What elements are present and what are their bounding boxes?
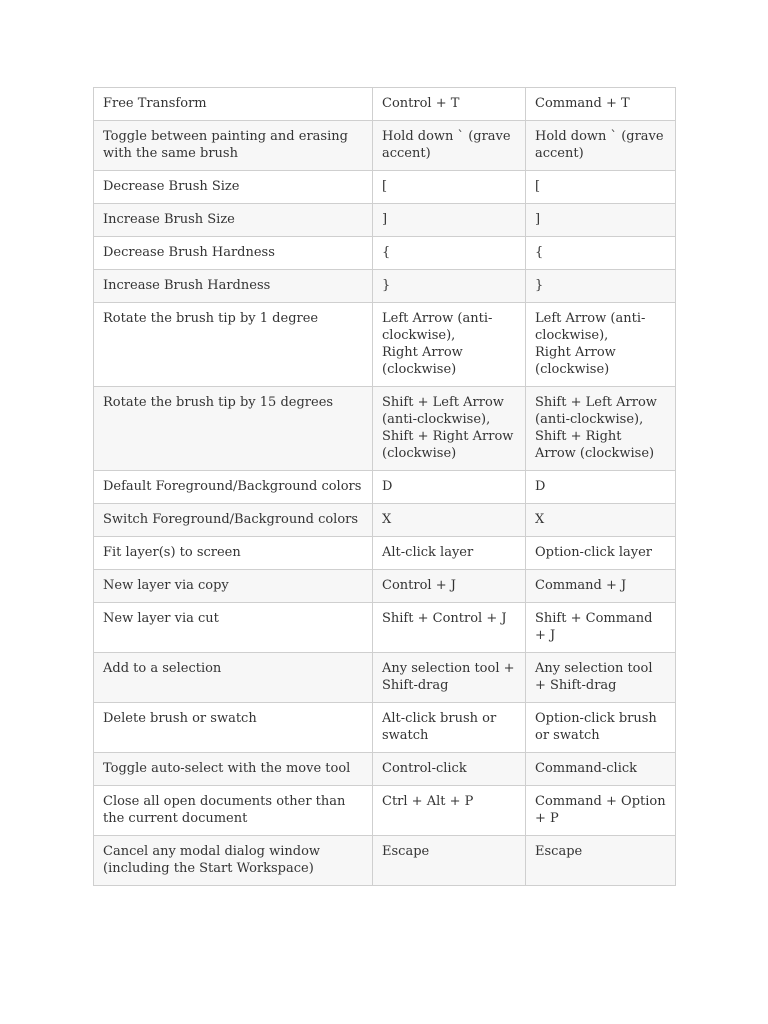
mac-shortcut-cell: Shift + Left Arrow (anti-clockwise), Shift + Right Arrow (clockwise) <box>526 387 676 471</box>
table-row <box>94 786 676 836</box>
table-row <box>94 237 676 270</box>
action-cell: New layer via copy <box>94 570 373 603</box>
shortcut-table-body <box>94 88 676 886</box>
action-cell: Cancel any modal dialog window (including the Start Workspace) <box>94 836 373 886</box>
windows-shortcut-cell: Control + J <box>373 570 526 603</box>
action-cell: Toggle between painting and erasing with the same brush <box>94 121 373 171</box>
mac-shortcut-cell: Command + Option + P <box>526 786 676 836</box>
table-row <box>94 88 676 121</box>
windows-shortcut-cell: Alt-click layer <box>373 537 526 570</box>
windows-shortcut-cell: { <box>373 237 526 270</box>
mac-shortcut-cell: ] <box>526 204 676 237</box>
mac-shortcut-cell: } <box>526 270 676 303</box>
table-row <box>94 753 676 786</box>
windows-shortcut-cell: Escape <box>373 836 526 886</box>
windows-shortcut-cell: Ctrl + Alt + P <box>373 786 526 836</box>
mac-shortcut-cell: Any selection tool + Shift-drag <box>526 653 676 703</box>
action-cell: Decrease Brush Hardness <box>94 237 373 270</box>
mac-shortcut-cell: D <box>526 471 676 504</box>
action-cell: Add to a selection <box>94 653 373 703</box>
action-cell: Toggle auto-select with the move tool <box>94 753 373 786</box>
windows-shortcut-cell: Hold down ` (grave accent) <box>373 121 526 171</box>
mac-shortcut-cell: Option-click layer <box>526 537 676 570</box>
table-row <box>94 504 676 537</box>
action-cell: Increase Brush Size <box>94 204 373 237</box>
table-row <box>94 121 676 171</box>
mac-shortcut-cell: X <box>526 504 676 537</box>
table-row <box>94 836 676 886</box>
action-cell: New layer via cut <box>94 603 373 653</box>
windows-shortcut-cell: X <box>373 504 526 537</box>
windows-shortcut-cell: Alt-click brush or swatch <box>373 703 526 753</box>
action-cell: Free Transform <box>94 88 373 121</box>
windows-shortcut-cell: Control + T <box>373 88 526 121</box>
table-row <box>94 603 676 653</box>
table-row <box>94 204 676 237</box>
mac-shortcut-cell: { <box>526 237 676 270</box>
action-cell: Fit layer(s) to screen <box>94 537 373 570</box>
mac-shortcut-cell: Left Arrow (anti-clockwise), Right Arrow (clockwise) <box>526 303 676 387</box>
action-cell: Close all open documents other than the current document <box>94 786 373 836</box>
windows-shortcut-cell: Any selection tool + Shift-drag <box>373 653 526 703</box>
windows-shortcut-cell: Control-click <box>373 753 526 786</box>
action-cell: Default Foreground/Background colors <box>94 471 373 504</box>
action-cell: Delete brush or swatch <box>94 703 373 753</box>
table-row <box>94 653 676 703</box>
table-row <box>94 171 676 204</box>
mac-shortcut-cell: Escape <box>526 836 676 886</box>
table-row <box>94 703 676 753</box>
action-cell: Switch Foreground/Background colors <box>94 504 373 537</box>
mac-shortcut-cell: Shift + Command + J <box>526 603 676 653</box>
table-row <box>94 570 676 603</box>
windows-shortcut-cell: ] <box>373 204 526 237</box>
table-row <box>94 537 676 570</box>
windows-shortcut-cell: } <box>373 270 526 303</box>
table-row <box>94 471 676 504</box>
mac-shortcut-cell: Command-click <box>526 753 676 786</box>
table-row <box>94 303 676 387</box>
action-cell: Rotate the brush tip by 15 degrees <box>94 387 373 471</box>
windows-shortcut-cell: Shift + Left Arrow (anti-clockwise), Shift + Right Arrow (clockwise) <box>373 387 526 471</box>
mac-shortcut-cell: Hold down ` (grave accent) <box>526 121 676 171</box>
table-row <box>94 270 676 303</box>
windows-shortcut-cell: D <box>373 471 526 504</box>
action-cell: Increase Brush Hardness <box>94 270 373 303</box>
mac-shortcut-cell: Option-click brush or swatch <box>526 703 676 753</box>
mac-shortcut-cell: Command + T <box>526 88 676 121</box>
windows-shortcut-cell: Left Arrow (anti-clockwise), Right Arrow (clockwise) <box>373 303 526 387</box>
mac-shortcut-cell: [ <box>526 171 676 204</box>
shortcut-table <box>93 87 676 886</box>
windows-shortcut-cell: [ <box>373 171 526 204</box>
action-cell: Rotate the brush tip by 1 degree <box>94 303 373 387</box>
action-cell: Decrease Brush Size <box>94 171 373 204</box>
windows-shortcut-cell: Shift + Control + J <box>373 603 526 653</box>
table-row <box>94 387 676 471</box>
mac-shortcut-cell: Command + J <box>526 570 676 603</box>
